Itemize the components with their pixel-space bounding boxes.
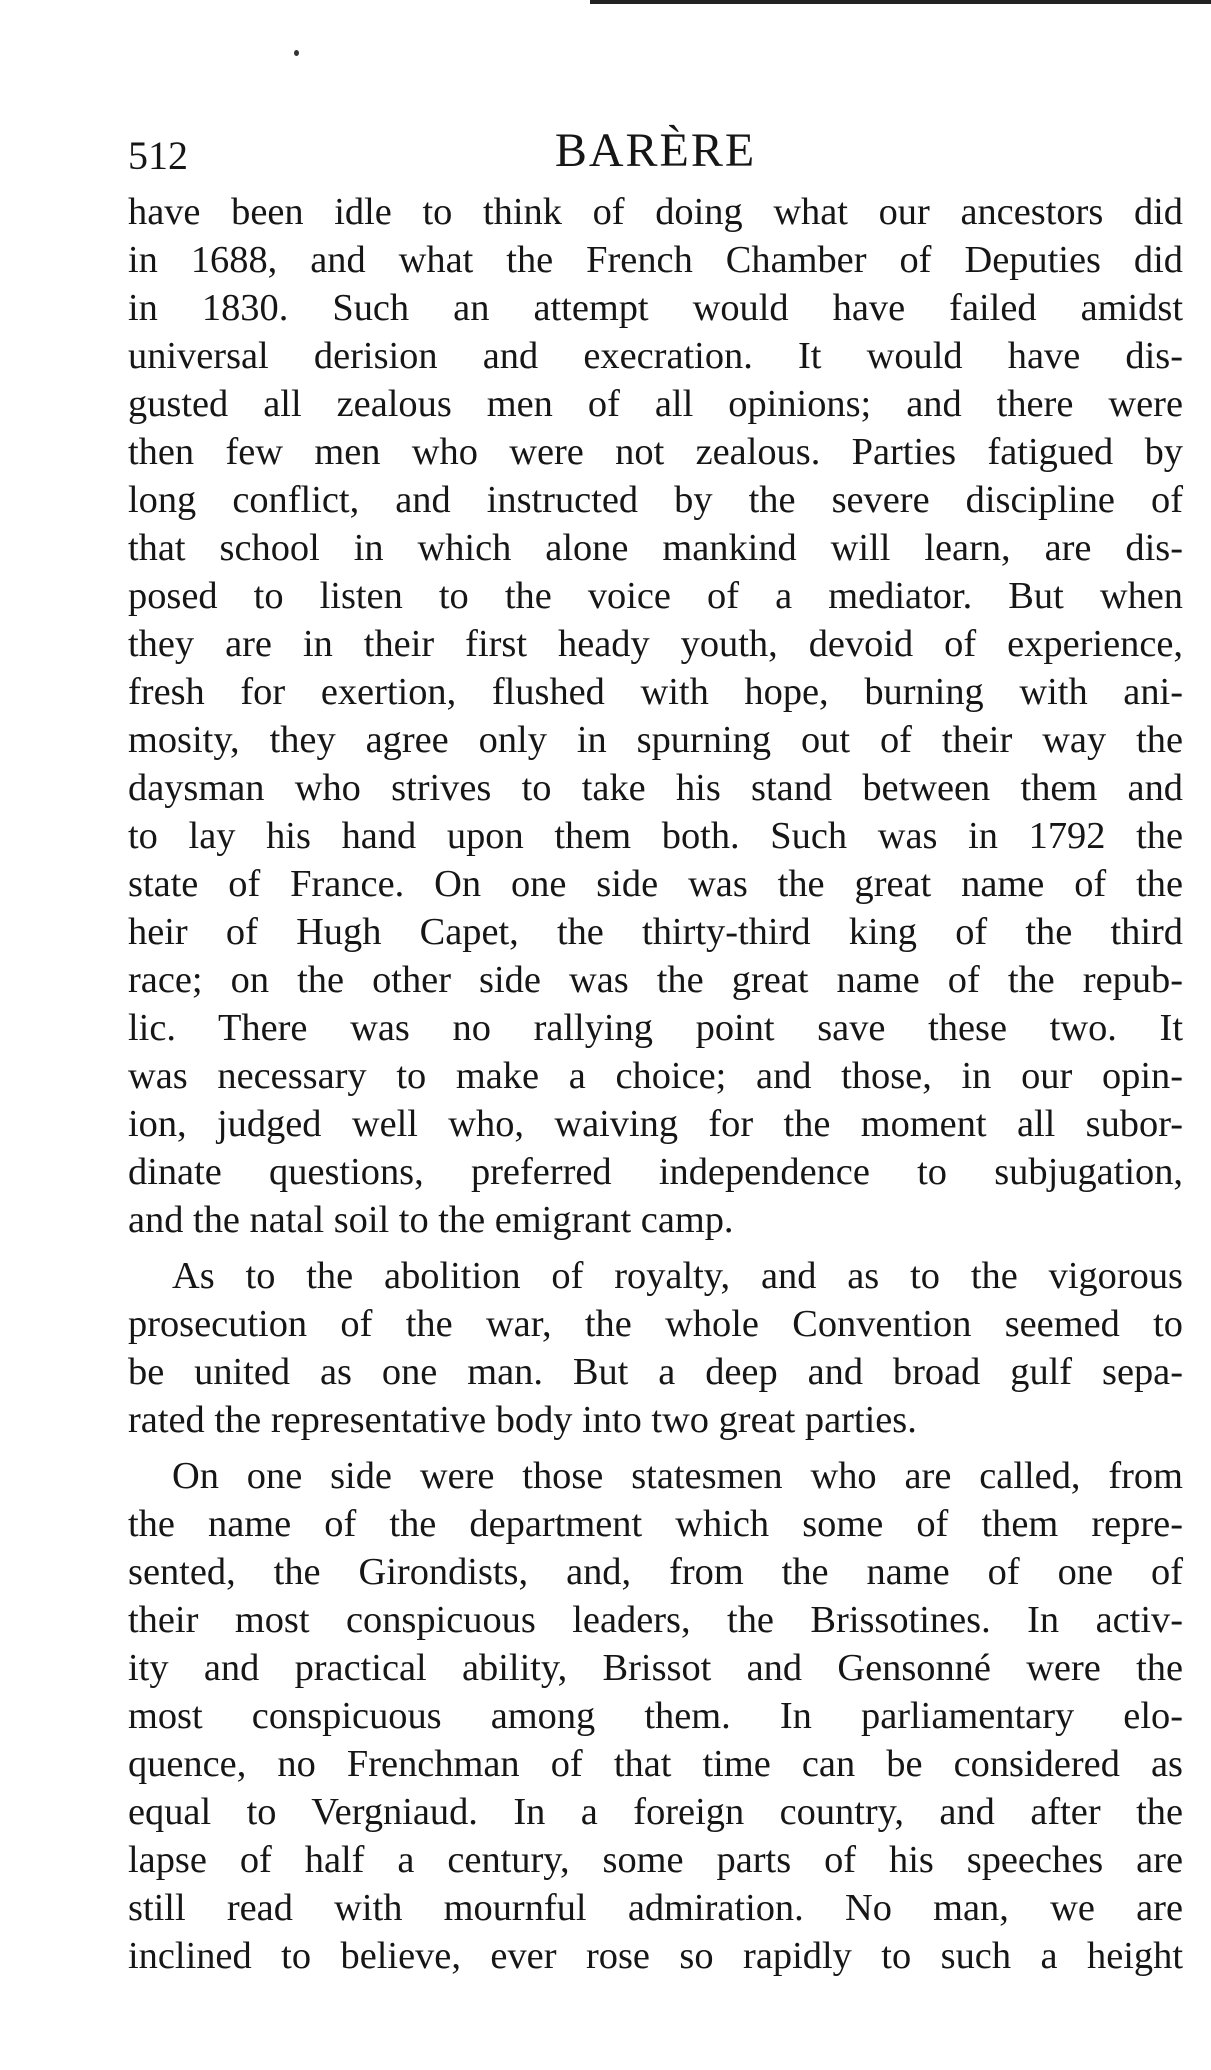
text-line: rated the representative body into two great parties. xyxy=(128,1399,917,1441)
page-number: 512 xyxy=(128,133,188,178)
book-page xyxy=(128,118,1183,1980)
text-line: inclined to believe, ever rose so rapidly to such a height xyxy=(128,1935,1183,1977)
text-line: then few men who were not zealous. Parties fatigued by xyxy=(128,431,1183,473)
text-line: to lay his hand upon them both. Such was in 1792 the xyxy=(128,815,1183,857)
text-line: equal to Vergniaud. In a foreign country, and after the xyxy=(128,1791,1183,1833)
running-title: BARÈRE xyxy=(554,124,757,177)
text-line: in 1830. Such an attempt would have failed amidst xyxy=(128,287,1183,329)
paragraph-2 xyxy=(128,1252,1183,1444)
body-text xyxy=(128,188,1183,1980)
ink-speck xyxy=(294,50,299,56)
text-line: state of France. On one side was the great name of the xyxy=(128,863,1183,905)
text-line: have been idle to think of doing what our ancestors did xyxy=(128,191,1183,233)
text-line: quence, no Frenchman of that time can be considered as xyxy=(128,1743,1183,1785)
text-line: prosecution of the war, the whole Convention seemed to xyxy=(128,1303,1183,1345)
text-line: ion, judged well who, waiving for the moment all subor- xyxy=(128,1103,1183,1145)
text-line: and the natal soil to the emigrant camp. xyxy=(128,1199,734,1241)
text-line: still read with mournful admiration. No man, we are xyxy=(128,1887,1183,1929)
text-line: ity and practical ability, Brissot and Gensonné were the xyxy=(128,1647,1183,1689)
text-line: the name of the department which some of them repre- xyxy=(128,1503,1183,1545)
text-line: long conflict, and instructed by the severe discipline of xyxy=(128,479,1183,521)
text-line: heir of Hugh Capet, the thirty-third king of the third xyxy=(128,911,1183,953)
text-line: that school in which alone mankind will learn, are dis- xyxy=(128,527,1183,569)
page-header xyxy=(128,118,1183,188)
text-line: dinate questions, preferred independence to subjugation, xyxy=(128,1151,1183,1193)
text-line: in 1688, and what the French Chamber of Deputies did xyxy=(128,239,1183,281)
text-line: gusted all zealous men of all opinions; and there were xyxy=(128,383,1183,425)
text-line: mosity, they agree only in spurning out of their way the xyxy=(128,719,1183,761)
text-line: posed to listen to the voice of a mediator. But when xyxy=(128,575,1183,617)
paragraph-1 xyxy=(128,188,1183,1244)
text-line: lic. There was no rallying point save these two. It xyxy=(128,1007,1183,1049)
text-line: fresh for exertion, flushed with hope, burning with ani- xyxy=(128,671,1183,713)
text-line: sented, the Girondists, and, from the name of one of xyxy=(128,1551,1183,1593)
text-line: they are in their first heady youth, devoid of experience, xyxy=(128,623,1183,665)
text-line: was necessary to make a choice; and those, in our opin- xyxy=(128,1055,1183,1097)
text-line: most conspicuous among them. In parliamentary elo- xyxy=(128,1695,1183,1737)
text-line: On one side were those statesmen who are called, from xyxy=(172,1455,1183,1497)
text-line: be united as one man. But a deep and broad gulf sepa- xyxy=(128,1351,1183,1393)
text-line: lapse of half a century, some parts of his speeches are xyxy=(128,1839,1183,1881)
text-line: race; on the other side was the great name of the repub- xyxy=(128,959,1183,1001)
paragraph-3 xyxy=(128,1452,1183,1980)
top-rule xyxy=(590,0,1211,4)
text-line: daysman who strives to take his stand between them and xyxy=(128,767,1183,809)
text-line: As to the abolition of royalty, and as to the vigorous xyxy=(172,1255,1183,1297)
text-line: their most conspicuous leaders, the Brissotines. In activ- xyxy=(128,1599,1183,1641)
text-line: universal derision and execration. It would have dis- xyxy=(128,335,1183,377)
